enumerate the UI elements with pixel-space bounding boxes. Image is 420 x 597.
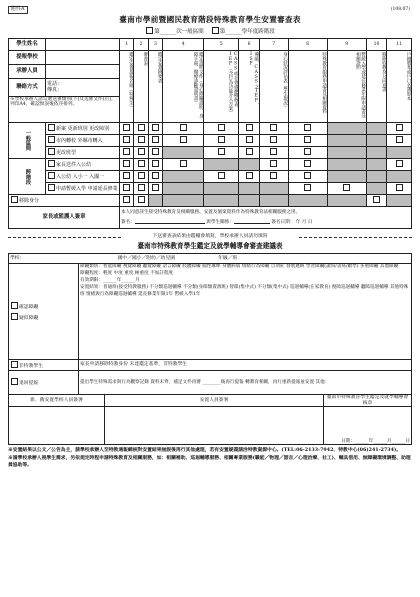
doc-checkbox[interactable] <box>304 124 311 131</box>
row-label <box>46 123 120 135</box>
doc-col-header: 暫緩入學或延長修業年限申請書及相關證明 <box>327 51 366 123</box>
doc-checkbox[interactable] <box>138 184 145 191</box>
result-title: 臺南市特殊教育學生鑑定及就學輔導會審查建議表 <box>137 241 283 250</box>
doc-checkbox[interactable] <box>138 136 145 143</box>
disability-label: 障礙類別： <box>80 264 103 270</box>
row-checkbox[interactable] <box>48 124 55 131</box>
suspect-checkbox[interactable] <box>11 313 18 320</box>
return-checkbox[interactable] <box>11 378 18 385</box>
attachment-label: 附件A <box>8 6 28 14</box>
row-label <box>46 135 120 147</box>
row-label <box>9 195 120 207</box>
col-num: 1 <box>120 39 134 51</box>
doc-checkbox[interactable] <box>138 148 145 155</box>
doc-checkbox[interactable] <box>270 172 277 179</box>
school-row[interactable] <box>9 254 412 264</box>
col-num: 3 <box>148 39 162 51</box>
row-checkbox[interactable] <box>48 160 55 167</box>
doc-checkbox[interactable] <box>270 148 277 155</box>
separator-text: 下送審查表結果由鑑輔會填寫，學校承辦人員請勿填寫 <box>152 234 268 240</box>
doc-checkbox[interactable] <box>123 148 130 155</box>
consent-text: 本人同意該生接受特殊教育及相關服務、安置及個案資料作為特殊教育法相關服務之用。 <box>121 210 301 216</box>
general-label: 第______次一般區間 <box>154 28 204 35</box>
doc-checkbox[interactable] <box>218 136 225 143</box>
seal-date: 日期：______年______月______日 <box>341 438 410 444</box>
doc-checkbox[interactable] <box>123 172 130 179</box>
doc-checkbox[interactable] <box>152 160 159 167</box>
doc-checkbox[interactable] <box>304 148 311 155</box>
col-num: 7 <box>259 39 288 51</box>
doc-checkbox[interactable] <box>138 172 145 179</box>
row-cross-1 <box>9 159 412 171</box>
contact-label: 承辦人員 <box>9 65 46 79</box>
row-general-3 <box>9 147 412 159</box>
row-label <box>46 147 120 159</box>
doc-col-header: 戶籍謄本或戶口名簿影本 <box>387 51 412 123</box>
doc-checkbox[interactable] <box>246 136 253 143</box>
doc-checkbox[interactable] <box>396 160 403 167</box>
col-num: 5 <box>204 39 239 51</box>
general-checkbox[interactable] <box>146 27 153 34</box>
doc-checkbox[interactable] <box>152 148 159 155</box>
phone-fax-field[interactable] <box>46 79 120 97</box>
row-cross-2 <box>9 171 412 183</box>
placement-list[interactable]: 普通班(接受特教服務) 不分類巡迴輔導 不分類(身障類資源班) 智障(集中式) 不分類(集中式) 巡迴輔導(在家教育) 視障巡迴輔導 聽障巡迴輔導 其他特殊班 情緒與行為障礙巡迴輔導 延長修業年限1年 暫緩入學1年 <box>80 284 409 297</box>
fax-text: 傳真： <box>47 86 63 93</box>
parent-row <box>9 207 412 229</box>
confirm-checkbox[interactable] <box>11 302 18 309</box>
group-cross: 跨階段 <box>9 159 46 195</box>
sign-label: 簽名： <box>121 219 135 225</box>
doc-checkbox[interactable] <box>152 136 159 143</box>
row-checkbox[interactable] <box>48 172 55 179</box>
school-label: 提報學校 <box>9 51 46 65</box>
doc-col-header: 移除特教身分同意書 <box>366 51 387 123</box>
sign-header-3: 臺南市特殊教育學生鑑定及就學輔導會核章 <box>324 395 412 407</box>
doc-checkbox[interactable] <box>246 124 253 131</box>
row-checkbox[interactable] <box>11 196 18 203</box>
doc-col-header: 審查表 <box>134 51 148 123</box>
parent-label: 家長或監護人簽章 <box>9 207 120 229</box>
row-remove <box>9 195 412 207</box>
doc-checkbox[interactable] <box>396 124 403 131</box>
return-label: 退回提報 <box>19 381 39 387</box>
doc-col-header: 特殊教育服務申請書及相關資料 <box>288 51 327 123</box>
note-1: ※安置結果以公文／公告為主，請學校承辦人至特教通報網核對安置結果無誤後再行其他處理，若有安置疑義請洽特教資源中心。(TEL:06-2133-7942、特教中心(06)241-2734)。 <box>8 447 402 454</box>
parent-consent[interactable] <box>120 207 412 229</box>
doc-col-header: 鑑定安置摘要表 <box>148 51 162 123</box>
doc-checkbox[interactable] <box>218 148 225 155</box>
doc-checkbox[interactable] <box>152 124 159 131</box>
doc-checkbox[interactable] <box>138 124 145 131</box>
group-general: 一般區間 <box>9 123 46 159</box>
doc-checkbox[interactable] <box>123 160 130 167</box>
doc-checkbox[interactable] <box>138 160 145 167</box>
student-name-label: 學生姓名 <box>9 39 46 51</box>
school-sign-box[interactable] <box>9 407 105 445</box>
doc-checkbox[interactable] <box>270 160 277 167</box>
doc-checkbox[interactable] <box>246 148 253 155</box>
diagnosis-cell <box>79 264 412 360</box>
doc-col-header: 鑑定證明文件（身心障礙證明、身障手冊、醫療診斷證明書） <box>163 51 204 123</box>
confirm-label: 確認障礙 <box>19 305 39 311</box>
doc-checkbox[interactable] <box>152 184 159 191</box>
relation-label: 與學生關係： <box>206 219 234 225</box>
form-page <box>8 4 412 589</box>
non-special-options[interactable]: 家長申請移除特教身份 未達鑑定基準，非特教學生 <box>79 360 412 371</box>
separator <box>8 234 412 240</box>
doc-checkbox[interactable] <box>123 196 130 203</box>
doc-checkbox[interactable] <box>270 136 277 143</box>
row-text: 移除身分 <box>19 198 40 205</box>
phone-label: 聯絡方式 <box>9 79 46 97</box>
note-2: ※請學校承辦人視學生需求，另依規定時程申請特殊教育及相關服務，如：相關補助、巡迴輔導服務、相關專業服務(職能／物理／語言／心理治療、社工)、輔具借用、無障礙環境調整、助理員協助等。 <box>8 455 411 468</box>
document-number: (108.07) <box>390 7 410 12</box>
col-num: 2 <box>134 39 148 51</box>
col-num: 11 <box>387 39 412 51</box>
school-types: 國中／國小／附幼／幼兒園 <box>117 255 176 261</box>
grade-label: 年級／班 <box>218 255 238 261</box>
cross-stage-label: 第______學年度跨階段 <box>219 28 275 35</box>
row-label <box>46 171 120 183</box>
doc-checkbox[interactable] <box>304 172 311 179</box>
doc-checkbox[interactable] <box>123 184 130 191</box>
col-num: 4 <box>163 39 204 51</box>
row-text: 市內轉校 外縣市轉入 <box>56 138 103 145</box>
row-checkbox[interactable] <box>48 148 55 155</box>
committee-seal-box[interactable] <box>324 407 412 445</box>
row-text: 更改班型 <box>56 150 77 157</box>
row-text: 家長送件入公幼 <box>56 162 92 169</box>
doc-checkbox[interactable] <box>373 196 380 203</box>
doc-checkbox[interactable] <box>343 184 350 191</box>
application-table <box>8 38 412 229</box>
row-label <box>46 183 120 195</box>
result-school-label: 學校： <box>10 255 25 261</box>
placement-sign-box[interactable] <box>105 407 324 445</box>
col-num: 9 <box>327 39 366 51</box>
school-field[interactable] <box>46 51 120 65</box>
valid-value[interactable]: ______年______月 <box>102 277 140 283</box>
doc-checkbox[interactable] <box>180 124 187 131</box>
phone-text: 電話： <box>47 80 63 87</box>
doc-checkbox[interactable] <box>246 172 253 179</box>
col-num: 10 <box>366 39 387 51</box>
doc-checkbox[interactable] <box>396 136 403 143</box>
placement-label: 安置結果： <box>80 284 103 290</box>
degree-label: 障礙程度： <box>80 271 103 277</box>
header-strip <box>8 4 412 16</box>
doc-checkbox[interactable] <box>396 184 403 191</box>
valid-label: 有效期限： <box>80 277 103 283</box>
col-num: 8 <box>288 39 327 51</box>
doc-col-header: 鑑定安置提報名冊（特殊生） <box>120 51 134 123</box>
doc-checkbox[interactable] <box>218 172 225 179</box>
row-label <box>46 159 120 171</box>
row-checkbox[interactable] <box>48 184 55 191</box>
review-type <box>8 27 412 35</box>
sign-date: 簽名日期： 年 月 日 <box>271 219 313 225</box>
doc-checkbox[interactable] <box>123 136 130 143</box>
sign-header-1: 新、舊安置學校人員簽署 <box>9 395 105 407</box>
row-checkbox[interactable] <box>48 136 55 143</box>
doc-col-header: 導師、CASS之IEP、ISP <box>239 51 260 123</box>
col-num: 6 <box>239 39 260 51</box>
result-table <box>8 253 412 445</box>
non-special-label: 非特教學生 <box>19 363 43 369</box>
non-special-checkbox[interactable] <box>11 361 18 368</box>
doc-checkbox[interactable] <box>304 160 311 167</box>
doc-checkbox[interactable] <box>304 136 311 143</box>
doc-col-header: CASS或社會適應檢核表、IEP（含行為功能介入方案） <box>204 51 239 123</box>
return-options[interactable]: 提出學生特殊需求與行為觀察記錄 資料未齊，補足文件再審 ________後再行提報 轉教育相關，再行重新提報並安置 其他： <box>79 371 412 395</box>
relation-line[interactable] <box>234 218 270 224</box>
confirm-cell <box>9 264 79 360</box>
row-cross-3 <box>9 183 412 195</box>
fill-note: ※學校承辦人請勾選送審類別(下)及送審文件(右)，列印A4，確認無誤後依序排列。 <box>9 97 120 123</box>
cross-stage-checkbox[interactable] <box>212 27 219 34</box>
student-name-field[interactable] <box>46 39 120 51</box>
doc-checkbox[interactable] <box>138 196 145 203</box>
non-special-cell <box>9 360 79 371</box>
doc-checkbox[interactable] <box>218 124 225 131</box>
row-text: 新案 更新班別 更改障別 <box>56 126 110 133</box>
doc-checkbox[interactable] <box>304 184 311 191</box>
sign-line[interactable] <box>135 218 205 224</box>
degree-list[interactable]: 輕度 中度 重度 極重度 不加註程度 <box>102 271 174 277</box>
row-text: 申請暫緩入學 申請延長修業 <box>56 186 118 193</box>
doc-col-header: 身心狀況評估表（學生現況） <box>259 51 288 123</box>
doc-checkbox[interactable] <box>270 124 277 131</box>
doc-checkbox[interactable] <box>123 124 130 131</box>
form-title: 臺南市學前暨國民教育階段特殊教育學生安置審查表 <box>119 15 301 24</box>
disabilities-list[interactable]: 智能障礙 視覺障礙 聽覺障礙 語言障礙 肢體障礙 腦性麻痺 身體病弱 情緒行為障礙 自閉症 發展遲緩 學習障礙(讀寫/書寫/數學) 多重障礙 其他障礙 <box>102 264 399 270</box>
row-text: 入公幼 入小一 入國一 <box>56 174 105 181</box>
suspect-label: 疑似障礙 <box>19 315 39 321</box>
contact-field[interactable] <box>46 65 120 79</box>
row-general-2 <box>9 135 412 147</box>
doc-checkbox[interactable] <box>180 136 187 143</box>
sign-header-2: 安置人員簽署 <box>105 395 324 407</box>
doc-checkbox[interactable] <box>180 160 187 167</box>
row-general-1 <box>9 123 412 135</box>
return-cell <box>9 371 79 395</box>
doc-checkbox[interactable] <box>152 172 159 179</box>
